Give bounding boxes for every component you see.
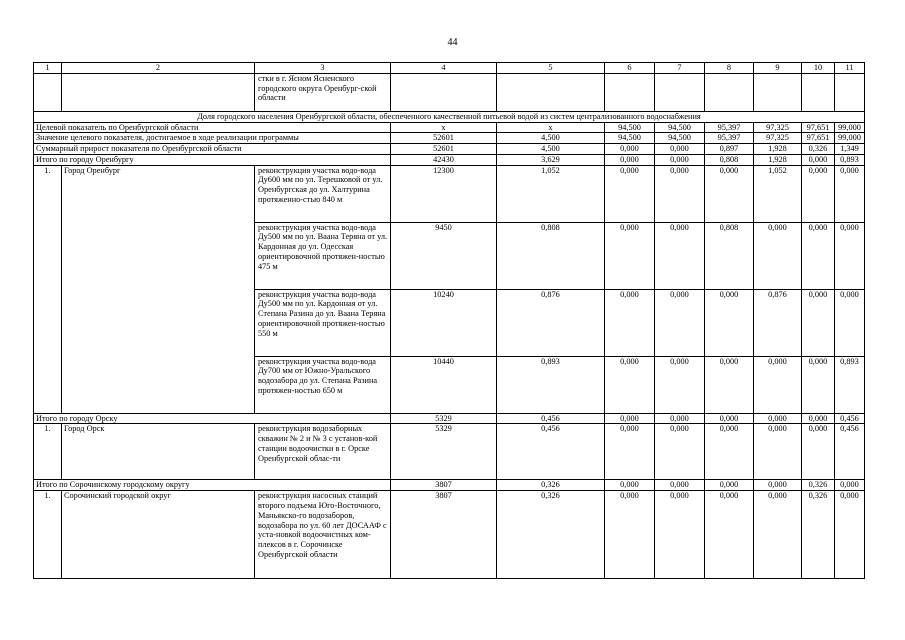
year-cell: 99,000 — [835, 133, 865, 144]
year-cell: 0,000 — [754, 491, 802, 579]
header-cell: 9 — [754, 63, 802, 74]
header-cell: 3 — [255, 63, 391, 74]
year-cell: 0,000 — [655, 154, 705, 165]
cost-cell: 9450 — [391, 222, 497, 289]
year-cell: 0,000 — [605, 222, 655, 289]
project-description: реконструкция участка водо-вода Ду700 мм от Южно-Уральского водозабора до ул. Степана Разина протяжен-ностью 650 м — [255, 356, 391, 413]
project-row — [34, 165, 865, 222]
year-cell: 0,000 — [705, 356, 754, 413]
year-cell: 0,000 — [655, 356, 705, 413]
year-cell: 94,500 — [605, 133, 655, 144]
year-cell: 0,000 — [705, 424, 754, 480]
row-index: 1. — [34, 165, 62, 413]
year-cell: 0,000 — [655, 222, 705, 289]
project-row — [34, 424, 865, 480]
header-cell: 1 — [34, 63, 62, 74]
project-description: реконструкция водозаборных скважин № 2 и № 3 с установ-кой станции водоочистки в г. Орске Оренбургской облас-ти — [255, 424, 391, 480]
year-cell: 97,651 — [802, 122, 835, 133]
project-description: реконструкция участка водо-вода Ду500 мм по ул. Кардонная от ул. Степана Разина до ул. Ваана Теряна ориентировочной протяжен-ностью 550 м — [255, 289, 391, 356]
continuation-description: стки в г. Ясном Ясненского городского округа Оренбург-ской области — [255, 73, 391, 111]
year-cell: 95,397 — [705, 133, 754, 144]
cost-cell: 52601 — [391, 133, 497, 144]
year-cell: 0,000 — [605, 165, 655, 222]
year-cell: 0,000 — [655, 165, 705, 222]
year-cell: 0,000 — [754, 424, 802, 480]
value-cell: 4,500 — [497, 144, 605, 155]
total-label: Итого по Сорочинскому городскому округу — [34, 480, 391, 491]
year-cell: 0,000 — [655, 289, 705, 356]
year-cell: 0,000 — [802, 222, 835, 289]
year-cell: 99,000 — [835, 122, 865, 133]
indicator-label: Суммарный прирост показателя по Оренбургской области — [34, 144, 391, 155]
indicator-row — [34, 122, 865, 133]
total-row — [34, 154, 865, 165]
year-cell: 0,326 — [802, 491, 835, 579]
section-title: Доля городского населения Оренбургской области, обеспеченного качественной питьевой водой из систем централизованного водоснабжения — [34, 111, 865, 122]
year-cell: 0,000 — [835, 165, 865, 222]
year-cell: 0,000 — [655, 480, 705, 491]
year-cell: 0,000 — [802, 289, 835, 356]
year-cell: 0,808 — [705, 154, 754, 165]
value-cell: 1,052 — [497, 165, 605, 222]
year-cell: 0,000 — [754, 222, 802, 289]
year-cell: 0,000 — [605, 413, 655, 424]
cost-cell: 10440 — [391, 356, 497, 413]
year-cell: 0,893 — [835, 356, 865, 413]
cost-cell: 10240 — [391, 289, 497, 356]
value-cell: 0,326 — [497, 480, 605, 491]
year-cell: 0,456 — [835, 424, 865, 480]
year-cell: 0,000 — [655, 413, 705, 424]
year-cell: 94,500 — [605, 122, 655, 133]
year-cell: 0,000 — [754, 356, 802, 413]
year-cell: 1,928 — [754, 144, 802, 155]
header-cell: 5 — [497, 63, 605, 74]
year-cell: 0,000 — [605, 480, 655, 491]
year-cell: 1,928 — [754, 154, 802, 165]
year-cell: 0,000 — [605, 491, 655, 579]
year-cell: 0,897 — [705, 144, 754, 155]
year-cell: 0,000 — [835, 222, 865, 289]
header-cell: 2 — [62, 63, 255, 74]
cost-cell: 52601 — [391, 144, 497, 155]
year-cell: 0,876 — [754, 289, 802, 356]
year-cell: 0,000 — [835, 491, 865, 579]
indicator-row — [34, 133, 865, 144]
cost-cell: 12300 — [391, 165, 497, 222]
year-cell: 0,000 — [705, 289, 754, 356]
year-cell: 0,000 — [802, 165, 835, 222]
value-cell: 0,456 — [497, 413, 605, 424]
year-cell: 0,326 — [802, 480, 835, 491]
value-cell: 4,500 — [497, 133, 605, 144]
total-row — [34, 480, 865, 491]
value-cell: 0,808 — [497, 222, 605, 289]
year-cell: 0,000 — [754, 480, 802, 491]
year-cell: 0,000 — [605, 154, 655, 165]
value-cell: 0,876 — [497, 289, 605, 356]
row-index: 1. — [34, 491, 62, 579]
year-cell: 0,000 — [605, 424, 655, 480]
project-description: реконструкция участка водо-вода Ду600 мм по ул. Терешковой от ул. Оренбургская до ул. Халтурина протяженно-стью 840 м — [255, 165, 391, 222]
year-cell: 0,000 — [705, 413, 754, 424]
row-index: 1. — [34, 424, 62, 480]
year-cell: 0,000 — [705, 165, 754, 222]
program-table — [33, 62, 865, 579]
header-cell: 6 — [605, 63, 655, 74]
year-cell: 94,500 — [655, 122, 705, 133]
year-cell: 0,000 — [802, 424, 835, 480]
year-cell: 0,000 — [802, 356, 835, 413]
total-label: Итого по городу Орску — [34, 413, 391, 424]
page-number: 44 — [447, 37, 458, 48]
year-cell: 0,000 — [605, 144, 655, 155]
municipality-name: Город Оренбург — [62, 165, 255, 413]
cost-cell: х — [391, 122, 497, 133]
year-cell: 1,052 — [754, 165, 802, 222]
indicator-label: Значение целевого показателя, достигаемое в ходе реализации программы — [34, 133, 391, 144]
header-row — [34, 63, 865, 74]
year-cell: 94,500 — [655, 133, 705, 144]
header-cell: 4 — [391, 63, 497, 74]
project-description: реконструкция участка водо-вода Ду500 мм по ул. Ваана Теряна от ул. Кардонная до ул. Одесская ориентировочной протяжен-ностью 475 м — [255, 222, 391, 289]
section-title-row — [34, 111, 865, 122]
value-cell: 0,326 — [497, 491, 605, 579]
year-cell: 0,000 — [605, 289, 655, 356]
year-cell: 0,000 — [655, 424, 705, 480]
year-cell: 0,326 — [802, 144, 835, 155]
cost-cell: 5329 — [391, 424, 497, 480]
year-cell: 97,325 — [754, 133, 802, 144]
year-cell: 97,325 — [754, 122, 802, 133]
indicator-label: Целевой показатель по Оренбургской области — [34, 122, 391, 133]
continuation-row — [34, 73, 865, 111]
indicator-row — [34, 144, 865, 155]
municipality-name: Город Орск — [62, 424, 255, 480]
project-description: реконструкция насосных станций второго подъема Юго-Восточного, Маньякско-го водозаборов, водозабора по ул. 60 лет ДОСААФ с уста-новкой водоочистных ком-плексов в г. Сорочинске Оренбургской области — [255, 491, 391, 579]
year-cell: 0,000 — [835, 480, 865, 491]
year-cell: 0,000 — [655, 491, 705, 579]
total-label: Итого по городу Оренбургу — [34, 154, 391, 165]
year-cell: 0,893 — [835, 154, 865, 165]
total-row — [34, 413, 865, 424]
year-cell: 0,000 — [705, 480, 754, 491]
year-cell: 0,000 — [835, 289, 865, 356]
cost-cell: 5329 — [391, 413, 497, 424]
year-cell: 95,397 — [705, 122, 754, 133]
value-cell: х — [497, 122, 605, 133]
year-cell: 0,000 — [655, 144, 705, 155]
year-cell: 0,000 — [802, 413, 835, 424]
cost-cell: 42430 — [391, 154, 497, 165]
project-row — [34, 491, 865, 579]
value-cell: 0,893 — [497, 356, 605, 413]
value-cell: 3,629 — [497, 154, 605, 165]
value-cell: 0,456 — [497, 424, 605, 480]
municipality-name: Сорочинский городской округ — [62, 491, 255, 579]
header-cell: 8 — [705, 63, 754, 74]
year-cell: 0,000 — [705, 491, 754, 579]
year-cell: 0,456 — [835, 413, 865, 424]
header-cell: 7 — [655, 63, 705, 74]
cost-cell: 3807 — [391, 480, 497, 491]
year-cell: 97,651 — [802, 133, 835, 144]
year-cell: 0,000 — [605, 356, 655, 413]
year-cell: 0,808 — [705, 222, 754, 289]
year-cell: 0,000 — [802, 154, 835, 165]
header-cell: 10 — [802, 63, 835, 74]
header-cell: 11 — [835, 63, 865, 74]
year-cell: 1,349 — [835, 144, 865, 155]
year-cell: 0,000 — [754, 413, 802, 424]
cost-cell: 3807 — [391, 491, 497, 579]
